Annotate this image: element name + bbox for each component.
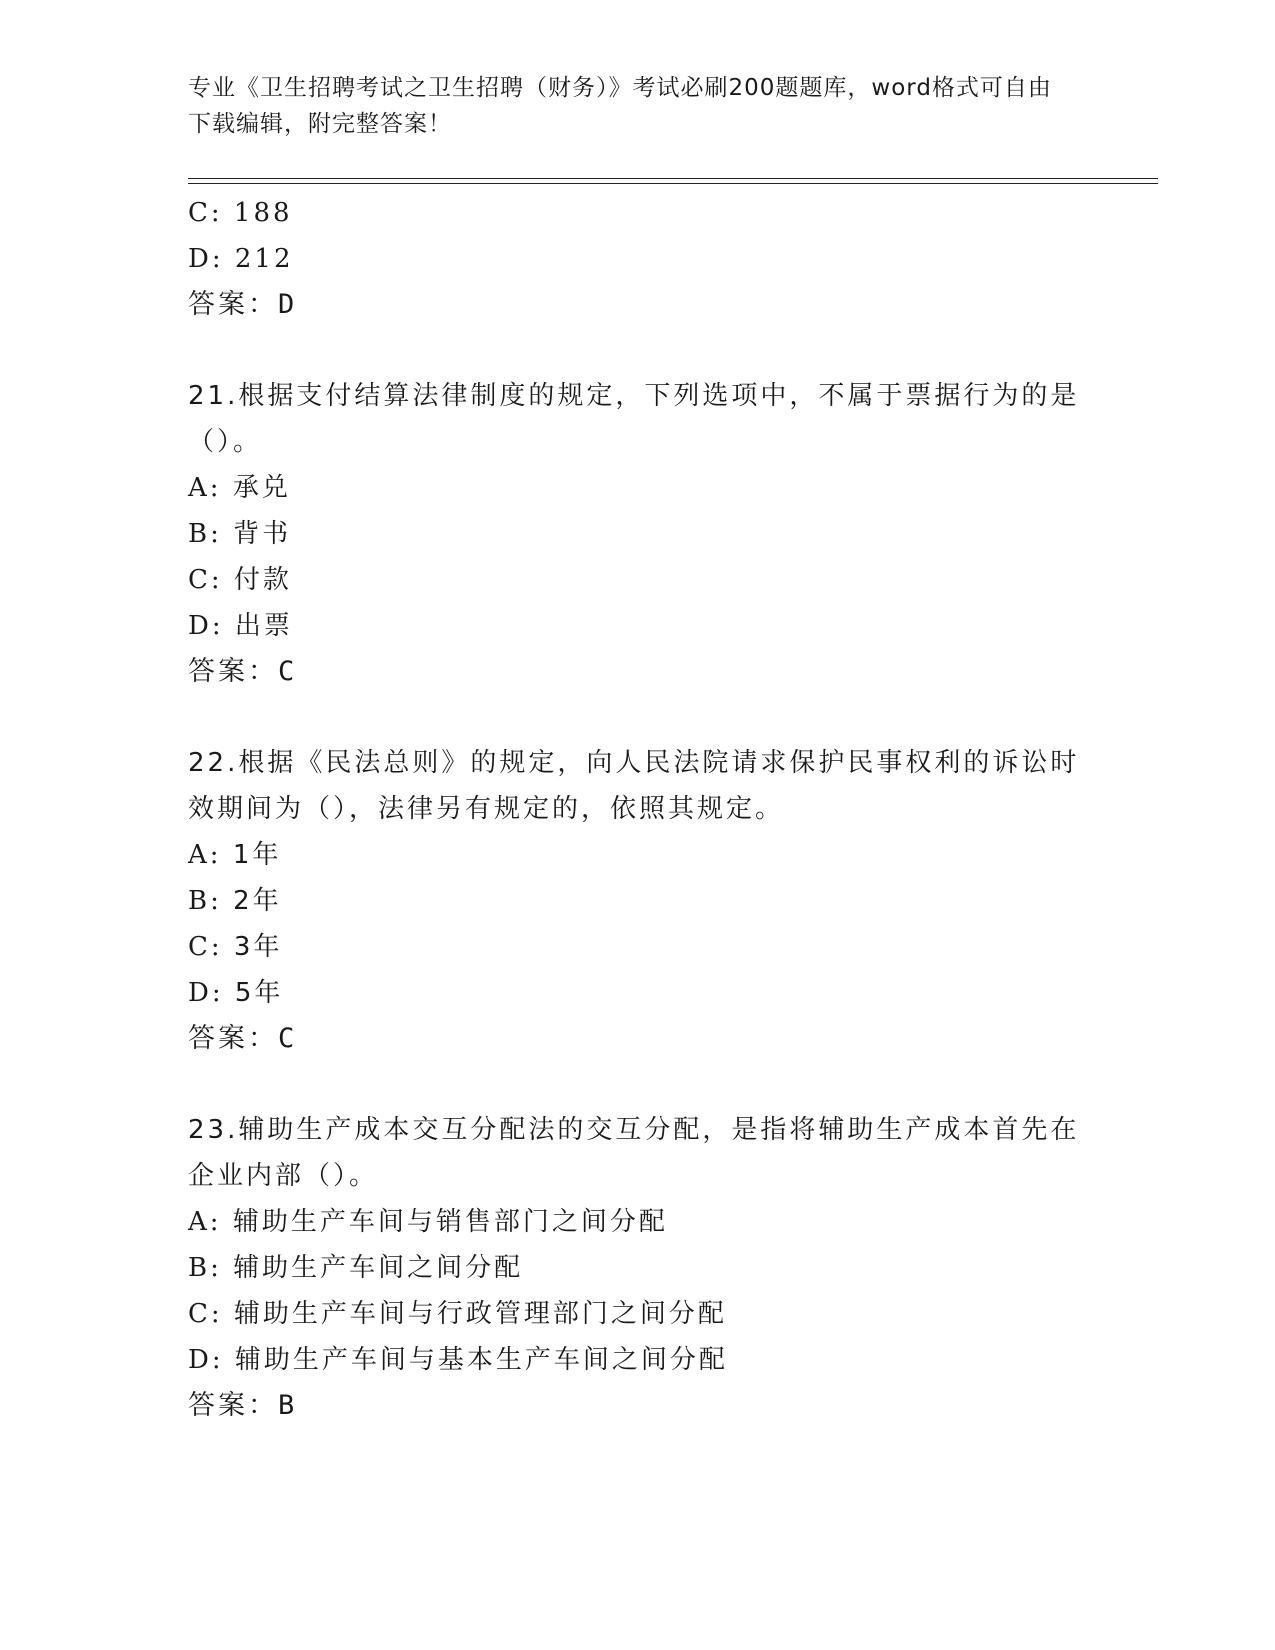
answer-line — [188, 1016, 1088, 1062]
question-text: 23.辅助生产成本交互分配法的交互分配，是指将辅助生产成本首先在企业内部（）。 — [188, 1115, 1080, 1191]
question-22 — [188, 740, 1088, 1062]
answer-line — [188, 649, 1088, 695]
answer-label: 答案： — [188, 1390, 278, 1421]
option-d: D: 出票 — [188, 611, 293, 641]
option-b: B: 辅助生产车间之间分配 — [188, 1253, 524, 1283]
question-text: 21.根据支付结算法律制度的规定，下列选项中，不属于票据行为的是（）。 — [188, 381, 1080, 457]
answer-label: 答案： — [188, 1023, 278, 1054]
question-20-continuation — [188, 190, 1088, 328]
option-c: C: 辅助生产车间与行政管理部门之间分配 — [188, 1299, 727, 1329]
header-title: 专业《卫生招聘考试之卫生招聘（财务）》考试必刷200题题库，word格式可自由下载编辑，附完整答案！ — [188, 75, 1052, 137]
answer-label: 答案： — [188, 289, 278, 320]
answer-value: D — [278, 289, 298, 320]
option-d: D: 辅助生产车间与基本生产车间之间分配 — [188, 1345, 728, 1375]
header-rule-bottom — [188, 183, 1158, 184]
option-c: C: 3年 — [188, 932, 283, 962]
document-body — [188, 190, 1088, 1429]
document-header — [188, 70, 1068, 142]
option-a: A: 辅助生产车间与销售部门之间分配 — [188, 1207, 668, 1237]
header-rule-top — [188, 178, 1158, 179]
option-b: B: 背书 — [188, 519, 292, 549]
question-21 — [188, 373, 1088, 695]
option-d: D: 212 — [188, 244, 294, 274]
option-b: B: 2年 — [188, 886, 282, 916]
option-a: A: 1年 — [188, 840, 282, 870]
answer-line — [188, 1383, 1088, 1429]
question-23 — [188, 1107, 1088, 1429]
question-text: 22.根据《民法总则》的规定，向人民法院请求保护民事权利的诉讼时效期间为（），法律另有规定的，依照其规定。 — [188, 748, 1080, 824]
answer-value: C — [278, 1023, 298, 1054]
option-a: A: 承兑 — [188, 473, 291, 503]
answer-value: B — [278, 1390, 298, 1421]
option-d: D: 5年 — [188, 978, 284, 1008]
option-c: C: 付款 — [188, 565, 292, 595]
answer-value: C — [278, 656, 298, 687]
answer-line — [188, 282, 1088, 328]
option-c: C: 188 — [188, 198, 293, 228]
answer-label: 答案： — [188, 656, 278, 687]
